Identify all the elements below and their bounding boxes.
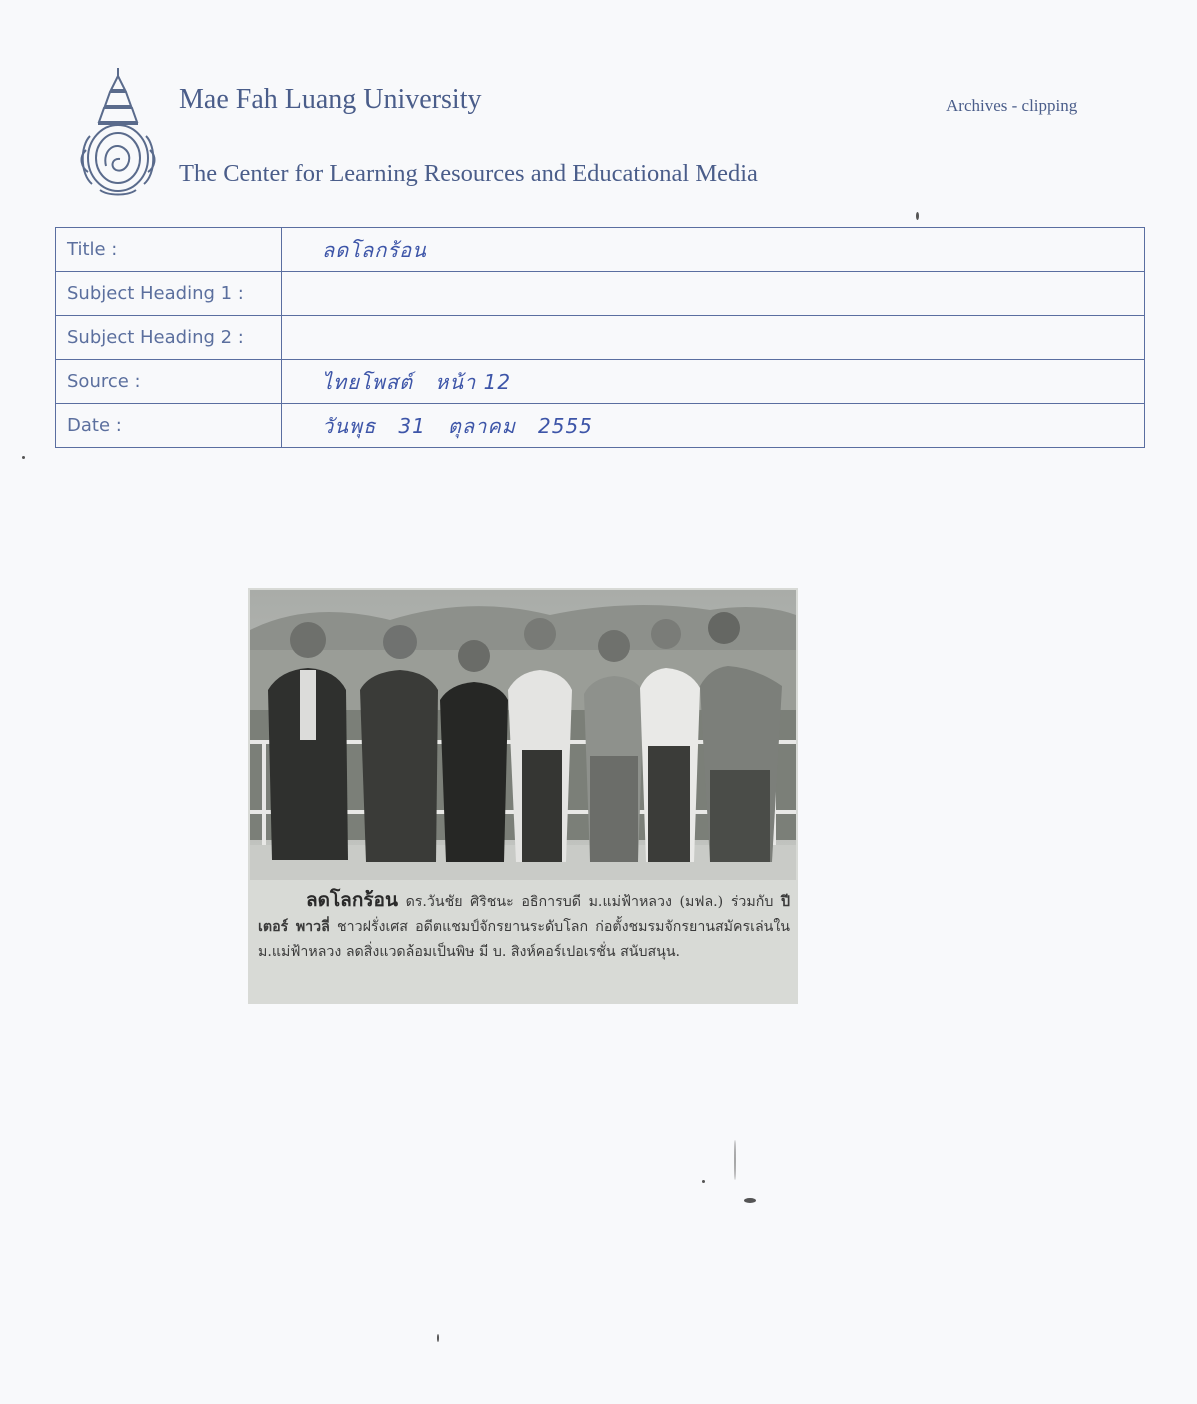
archives-label: Archives - clipping — [946, 96, 1078, 115]
scan-speck — [702, 1180, 705, 1183]
caption-name: ปีเตอร์ พาวลี่ — [258, 894, 791, 935]
subject-heading-2-label: Subject Heading 2 : — [56, 316, 282, 360]
subject-heading-1-label: Subject Heading 1 : — [56, 272, 282, 316]
source-row — [56, 360, 1145, 404]
scan-speck — [744, 1198, 756, 1203]
subject-heading-1-row — [56, 272, 1145, 316]
university-seal-logo — [76, 66, 162, 198]
subject-heading-2-row — [56, 316, 1145, 360]
newspaper-clipping — [248, 588, 798, 1004]
title-row — [56, 228, 1145, 272]
caption-part-2: ชาวฝรั่งเศส อดีตแชมป์จักรยานระดับโลก ก่อตั้งชมรมจักรยานสมัครเล่นใน ม.แม่ฟ้าหลวง ลดสิ่งแวดล้อมเป็นพิษ มี บ. สิงห์คอร์เปอเรชั่น สนับสนุน. — [258, 919, 790, 960]
scan-speck — [22, 456, 25, 459]
scan-speck — [734, 1140, 736, 1180]
subject-heading-1-value — [282, 272, 1145, 316]
scan-speck — [437, 1334, 439, 1342]
clipping-caption — [258, 888, 790, 965]
title-value: ลดโลกร้อน — [282, 228, 1145, 272]
metadata-table — [55, 227, 1145, 448]
source-value: ไทยโพสต์ หน้า 12 — [282, 360, 1145, 404]
group-photo-image — [250, 590, 796, 880]
clipping-headline: ลดโลกร้อน — [306, 889, 398, 911]
university-name: Mae Fah Luang University — [179, 84, 482, 115]
center-name: The Center for Learning Resources and Educational Media — [179, 160, 758, 187]
subject-heading-2-value — [282, 316, 1145, 360]
date-value: วันพุธ 31 ตุลาคม 2555 — [282, 404, 1145, 448]
title-label: Title : — [56, 228, 282, 272]
date-label: Date : — [56, 404, 282, 448]
caption-part-1: ดร.วันชัย ศิริชนะ อธิการบดี ม.แม่ฟ้าหลวง (มฟล.) ร่วมกับ — [405, 894, 774, 910]
source-label: Source : — [56, 360, 282, 404]
date-row — [56, 404, 1145, 448]
scan-speck — [916, 212, 919, 220]
